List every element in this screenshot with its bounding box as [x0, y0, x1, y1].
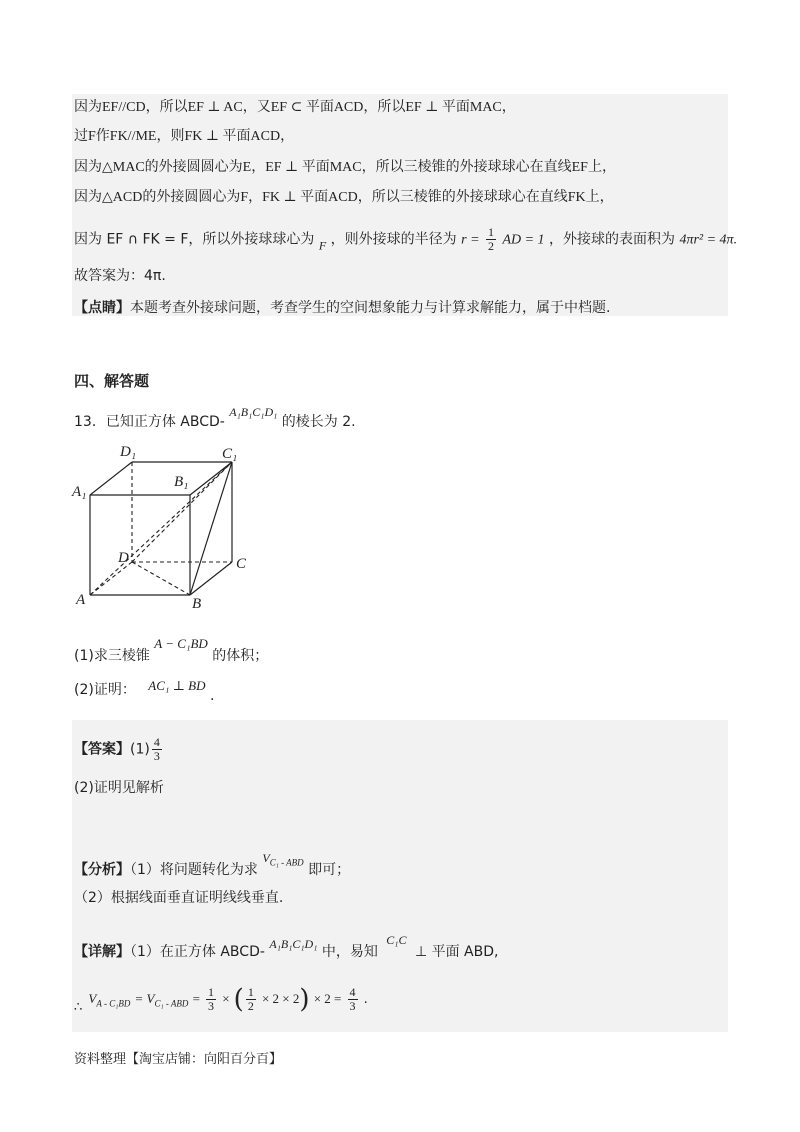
volume-frac-3-den: 3	[349, 999, 356, 1013]
radius-fraction-num: 1	[487, 225, 494, 239]
answer-1-den: 3	[153, 749, 160, 763]
volume-eq-sub: C₁ - ABD	[154, 998, 189, 1009]
analysis-line-1	[74, 848, 350, 880]
cube-figure	[70, 440, 260, 615]
footer-text: 资料整理【淘宝店铺：向阳百分百】	[74, 1052, 283, 1067]
volume-frac-1-num: 1	[208, 985, 215, 999]
answer-tag: 【答案】	[74, 741, 130, 758]
volume-frac-3-num: 4	[349, 985, 356, 999]
volume-frac-2	[246, 986, 256, 1013]
label-c: C	[236, 556, 247, 572]
analysis-line-2: （2）根据线面垂直证明线线垂直.	[74, 890, 284, 906]
problem-suffix: 的棱长为 2.	[281, 414, 356, 430]
prev-line-6: 故答案为：4π.	[74, 268, 166, 284]
prev-line-3: 因为△MAC的外接圆圆心为E，EF ⊥ 平面MAC，所以三棱锥的外接球球心在直线EF上，	[74, 160, 616, 175]
volume-frac-2-den: 2	[247, 999, 254, 1013]
label-b1: B₁	[174, 474, 189, 490]
label-d: D	[118, 550, 129, 566]
detail-tag: 【详解】	[74, 944, 130, 960]
radius-fraction	[486, 226, 496, 253]
label-c1: C₁	[222, 446, 238, 462]
volume-eq	[134, 991, 189, 1009]
radius-r: r =	[461, 232, 480, 248]
q2-expr: AC₁ ⊥ BD	[148, 678, 206, 693]
question-1	[74, 634, 268, 666]
volume-times: ×	[222, 991, 230, 1006]
volume-end: .	[363, 992, 368, 1007]
label-b: B	[192, 596, 202, 612]
volume-frac-1-den: 3	[208, 999, 215, 1013]
radius-ad: AD = 1	[502, 232, 545, 248]
answer-1-prefix: (1)	[130, 741, 150, 758]
prev-line-5-e: ，外接球的表面积为	[549, 231, 675, 248]
analysis-volume	[262, 851, 304, 868]
radius-fraction-den: 2	[487, 239, 494, 253]
analysis-1b: 即可；	[308, 862, 351, 878]
prev-line-5-a: 因为 EF ∩ FK = F，所以外接球球心为	[74, 231, 315, 248]
label-a: A	[76, 592, 86, 608]
prev-line-5-c: ，则外接球的半径为	[330, 231, 457, 248]
detail-cube: A₁B₁C₁D₁	[269, 937, 318, 951]
problem-cube-name: A₁B₁C₁D₁	[229, 405, 278, 419]
analysis-tag: 【分析】	[74, 862, 130, 878]
section-title: 四、解答题	[74, 372, 150, 390]
surface-area: 4πr² = 4π.	[679, 232, 738, 248]
detail-1b: 中，易知	[321, 944, 378, 960]
problem-stem	[74, 402, 356, 432]
comment-tag: 【点睛】	[74, 300, 130, 316]
volume-frac-2-num: 1	[247, 985, 254, 999]
answer-1-num: 4	[153, 735, 160, 749]
volume-open-paren: (	[233, 984, 244, 1015]
prev-line-5	[74, 226, 737, 256]
volume-lhs-v: V	[88, 991, 97, 1006]
prev-line-2: 过F作FK//ME，则FK ⊥ 平面ACD，	[74, 129, 295, 144]
volume-close-paren: )	[299, 984, 310, 1015]
detail-edge: C₁C	[386, 933, 407, 947]
detail-1a: （1）在正方体 ABCD-	[130, 944, 265, 960]
volume-tail: × 2 =	[313, 991, 342, 1006]
label-d1: D₁	[120, 444, 137, 460]
q1-suffix: 的体积；	[212, 648, 269, 664]
volume-inner: × 2 × 2	[261, 991, 300, 1006]
answer-line	[74, 736, 164, 763]
therefore-sign: ∴	[74, 1000, 83, 1015]
problem-prefix: 13．已知正方体 ABCD-	[74, 414, 225, 430]
analysis-volume-sub: C₁ - ABD	[269, 857, 304, 868]
volume-frac-1	[206, 986, 216, 1013]
volume-lhs	[88, 991, 131, 1009]
q2-suffix: .	[209, 688, 215, 704]
q1-expr: A − C₁BD	[154, 636, 208, 651]
detail-line-1	[74, 930, 498, 962]
volume-frac-3	[348, 986, 358, 1013]
volume-lhs-sub: A - C₁BD	[96, 998, 131, 1009]
q2-prefix: (2)证明：	[74, 682, 136, 698]
question-2	[74, 676, 214, 706]
prev-line-4: 因为△ACD的外接圆圆心为F，FK ⊥ 平面ACD，所以三棱锥的外接球球心在直线FK上，	[74, 190, 614, 205]
volume-eq2: =	[192, 991, 200, 1006]
analysis-volume-v: V	[262, 851, 270, 865]
q1-prefix: (1)求三棱锥	[74, 648, 150, 664]
comment-line	[74, 298, 610, 318]
volume-eq-v: = V	[134, 991, 155, 1006]
detail-1c: ⊥ 平面 ABD,	[414, 944, 499, 960]
answer-1-fraction	[152, 736, 162, 763]
detail-line-2	[74, 986, 368, 1018]
analysis-1a: （1）将问题转化为求	[130, 862, 258, 878]
prev-line-1: 因为EF//CD，所以EF ⊥ AC，又EF ⊂ 平面ACD，所以EF ⊥ 平面MAC，	[74, 100, 516, 115]
label-a1: A₁	[72, 484, 87, 500]
answer-2: (2)证明见解析	[74, 780, 164, 796]
comment-text: 本题考查外接球问题，考查学生的空间想象能力与计算求解能力，属于中档题.	[130, 300, 611, 316]
prev-line-5-b: F	[318, 238, 327, 253]
